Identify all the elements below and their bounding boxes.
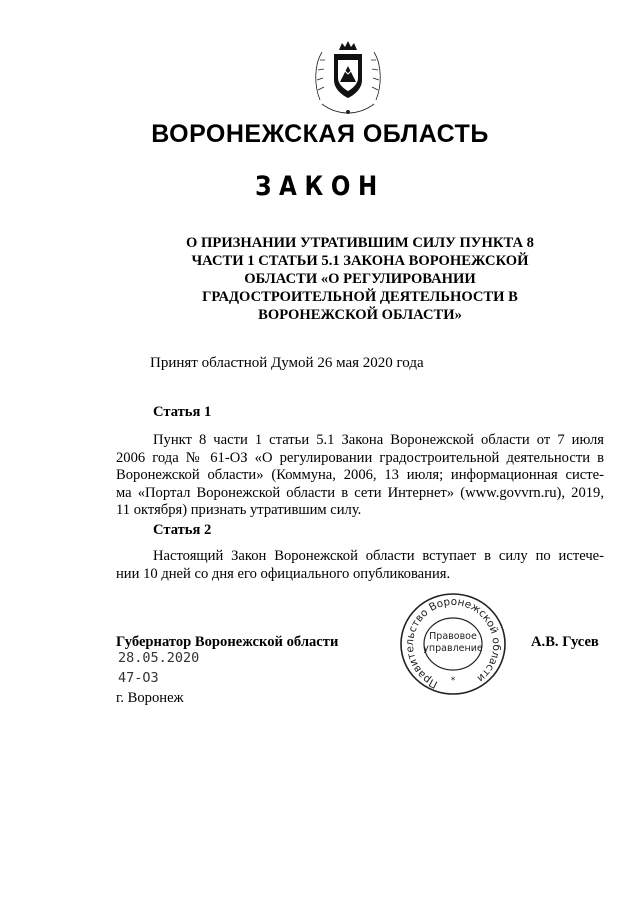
article-1-line: Воронежской области» (Коммуна, 2006, 13 июля; информационная систе- [116,467,604,483]
article-1-body [116,432,604,520]
law-title-line: ОБЛАСТИ «О РЕГУЛИРОВАНИИ [244,271,476,287]
document-type: ЗАКОН [255,171,385,202]
official-stamp [398,591,508,697]
law-title-line: ВОРОНЕЖСКОЙ ОБЛАСТИ» [258,307,462,323]
adoption-note: Принят областной Думой 26 мая 2020 года [150,355,424,371]
signing-date: 28.05.2020 [118,650,200,666]
article-1-line: Пункт 8 части 1 статьи 5.1 Закона Воронежской области от 7 июля [153,432,604,448]
signatory-position: Губернатор Воронежской области [116,634,339,650]
article-1-heading: Статья 1 [153,404,212,420]
law-title-line: ЧАСТИ 1 СТАТЬИ 5.1 ЗАКОНА ВОРОНЕЖСКОЙ [191,253,529,269]
article-1-line: ма «Портал Воронежской области в сети Интернет» (www.govvrn.ru), 2019, [116,484,604,501]
article-1-line: 2006 года № 61-ОЗ «О регулировании градостроительной деятельности в [116,449,604,466]
law-title-line: О ПРИЗНАНИИ УТРАТИВШИМ СИЛУ ПУНКТА 8 [186,235,534,251]
signing-city: г. Воронеж [116,690,184,706]
law-number: 47-ОЗ [118,670,159,686]
region-title: ВОРОНЕЖСКАЯ ОБЛАСТЬ [151,120,489,148]
article-2-line: нии 10 дней со дня его официального опубликования. [116,565,451,582]
law-title-line: ГРАДОСТРОИТЕЛЬНОЙ ДЕЯТЕЛЬНОСТИ В [202,289,518,305]
stamp-star: * [450,676,456,686]
stamp-inner-line: Правовое [429,631,477,642]
article-2-body [116,548,604,583]
law-title [150,234,570,324]
stamp-outer-text: Правительство Воронежской области [403,595,503,691]
article-2-line: Настоящий Закон Воронежской области вступает в силу по истече- [153,548,604,564]
signatory-name: А.В. Гусев [531,634,599,650]
coat-of-arms-emblem [308,30,388,120]
article-2-heading: Статья 2 [153,522,212,538]
stamp-inner-line: управление [423,643,483,654]
article-1-line: 11 октября) признать утратившим силу. [116,502,362,518]
